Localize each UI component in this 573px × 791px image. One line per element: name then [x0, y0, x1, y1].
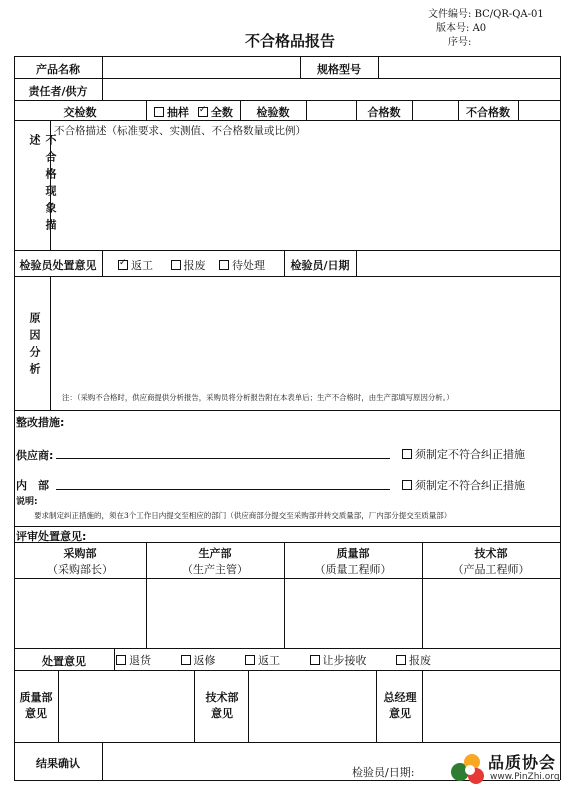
supplier-correction-line	[56, 458, 390, 459]
handling-option: 让步接收	[322, 654, 367, 667]
row-line	[14, 100, 560, 101]
supplier-field[interactable]	[103, 79, 559, 100]
handling-option: 退货	[129, 654, 151, 667]
col-line	[102, 250, 103, 276]
pending-label: 待处理	[232, 259, 265, 272]
dept-name: 采购部	[63, 547, 97, 560]
cause-note: 注：（采购不合格时，供应商提供分析报告，采购员将分析报告附在本表单后；生产不合格时，由生产部填写原因分析。）	[62, 393, 454, 402]
handling-option: 报废	[409, 654, 431, 667]
explain-text: 要求制定纠正措施的，须在3个工作日内提交至相应的部门（供应商部分提交至采购部并转交质量部，厂内部分提交至质量部）	[34, 511, 452, 520]
watermark-site: www.PinZhi.org	[490, 772, 560, 782]
cause-side-label: 原因分析	[28, 312, 41, 380]
scrap-handling-checkbox[interactable]	[396, 655, 406, 665]
quality-opinion-field[interactable]	[60, 672, 192, 740]
concession-checkbox[interactable]	[310, 655, 320, 665]
internal-must-text: 须制定不符合纠正措施	[415, 479, 525, 492]
col-line	[114, 648, 115, 670]
return-checkbox[interactable]	[116, 655, 126, 665]
spec-label: 规格型号	[317, 63, 361, 76]
handling-option: 返工	[258, 654, 280, 667]
sample-label: 抽样	[167, 106, 189, 119]
full-checkbox[interactable]	[198, 107, 208, 117]
gm-opinion-label: 总经理意见	[383, 691, 417, 720]
supplier-must-option	[402, 446, 525, 462]
tech-opinion-field[interactable]	[250, 672, 374, 740]
tech-opinion-label: 技术部意见	[205, 691, 239, 720]
page-title: 不合格品报告	[244, 32, 335, 50]
doc-no: BC/QR-QA-01	[474, 9, 544, 20]
result-confirm-label: 结果确认	[36, 757, 80, 770]
row-line	[14, 410, 560, 411]
supplier-must-checkbox[interactable]	[402, 449, 412, 459]
internal-must-checkbox[interactable]	[402, 480, 412, 490]
inspected-label: 检验数	[256, 106, 290, 119]
dept-role: （生产主管）	[182, 563, 248, 576]
row-line	[14, 670, 560, 671]
col-line	[146, 100, 147, 120]
internal-must-option	[402, 477, 525, 493]
col-line	[50, 276, 51, 410]
dept-role: （采购部长）	[47, 563, 113, 576]
review-dept-purchase	[14, 545, 146, 577]
version: A0	[472, 23, 487, 34]
desc-field[interactable]	[52, 138, 558, 248]
dept-name: 生产部	[198, 547, 232, 560]
version-label: 版本号:	[436, 23, 470, 34]
table-right	[560, 56, 561, 780]
internal-correction-line	[56, 489, 390, 490]
pinzhi-logo-icon	[448, 748, 488, 788]
row-line	[14, 250, 560, 251]
review-field-quality[interactable]	[285, 580, 421, 647]
row-line	[14, 276, 560, 277]
row-line	[14, 120, 560, 121]
quality-opinion-label: 质量部意见	[19, 691, 53, 720]
final-inspector-label: 检验员/日期:	[352, 766, 415, 779]
pass-label: 合格数	[367, 106, 401, 119]
watermark-brand: 品质协会	[488, 753, 557, 772]
correction-title: 整改措施:	[16, 416, 65, 429]
pinzhi-watermark	[448, 748, 572, 790]
col-line	[412, 100, 413, 120]
gm-opinion-field[interactable]	[424, 672, 558, 740]
col-line	[422, 670, 423, 742]
table-left	[14, 56, 15, 780]
disposal-options	[118, 257, 284, 273]
dept-name: 技术部	[474, 547, 508, 560]
cause-field[interactable]	[52, 278, 558, 386]
dept-name: 质量部	[336, 547, 370, 560]
doc-meta	[420, 8, 570, 50]
review-dept-production	[146, 545, 284, 577]
handling-options	[116, 652, 556, 668]
handling-option: 返修	[193, 654, 216, 667]
result-confirm-field[interactable]	[104, 744, 344, 778]
desc-hint: 不合格描述（标准要求、实测值、不合格数量或比例）	[54, 125, 306, 137]
row-line	[14, 742, 560, 743]
review-field-tech[interactable]	[423, 580, 559, 647]
sample-options	[154, 104, 240, 120]
rework-label: 返工	[131, 259, 153, 272]
scrap-checkbox[interactable]	[171, 260, 181, 270]
dept-role: （质量工程师）	[314, 563, 392, 576]
submit-qty-label: 交检数	[63, 106, 97, 119]
supplier-correction-label: 供应商:	[16, 449, 54, 462]
product-name-label: 产品名称	[36, 63, 80, 76]
scrap-label: 报废	[183, 259, 206, 272]
col-line	[376, 670, 377, 742]
fail-label: 不合格数	[466, 106, 510, 119]
pending-checkbox[interactable]	[219, 260, 229, 270]
rework-handling-checkbox[interactable]	[245, 655, 255, 665]
col-line	[194, 670, 195, 742]
sample-checkbox[interactable]	[154, 107, 164, 117]
rework-checkbox[interactable]	[118, 260, 128, 270]
inspector-date-label: 检验员/日期	[290, 259, 350, 272]
supplier-label: 责任者/供方	[28, 85, 88, 98]
review-title: 评审处置意见:	[16, 530, 87, 543]
product-name-field[interactable]	[103, 57, 299, 78]
col-line	[102, 742, 103, 780]
col-line	[306, 100, 307, 120]
handling-label: 处置意见	[42, 655, 86, 668]
review-field-production[interactable]	[147, 580, 283, 647]
review-dept-tech	[422, 545, 560, 577]
full-label: 全数	[210, 106, 233, 119]
doc-no-label: 文件编号:	[428, 9, 472, 20]
col-line	[518, 100, 519, 120]
disposal-label: 检验员处置意见	[19, 259, 97, 272]
dept-role: （产品工程师）	[452, 563, 530, 576]
row-line	[14, 542, 560, 543]
explain-label: 说明:	[16, 497, 38, 507]
supplier-must-text: 须制定不符合纠正措施	[415, 448, 525, 461]
review-field-purchase[interactable]	[15, 580, 145, 647]
row-line	[14, 578, 560, 579]
row-line	[14, 526, 560, 527]
col-line	[58, 670, 59, 742]
repair-checkbox[interactable]	[181, 655, 191, 665]
col-line	[248, 670, 249, 742]
col-line	[356, 250, 357, 276]
spec-field[interactable]	[379, 57, 559, 78]
serial-label: 序号:	[448, 37, 472, 48]
internal-correction-label: 内 部	[16, 479, 49, 492]
row-line	[14, 648, 560, 649]
review-dept-quality	[284, 545, 422, 577]
desc-side-label: 不合格现象描述	[28, 134, 57, 236]
